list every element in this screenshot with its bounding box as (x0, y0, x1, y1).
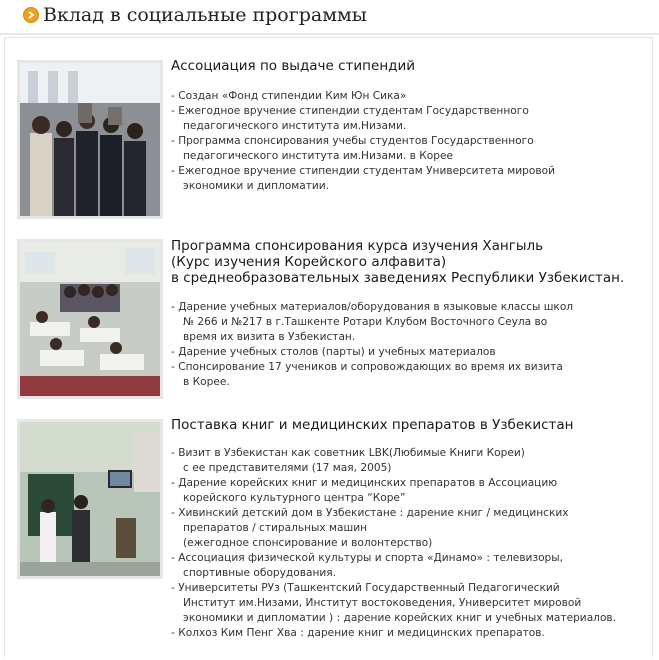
section-title: Поставка книг и медицинских препаратов в Узбекистан (171, 417, 574, 433)
page-header (0, 0, 659, 34)
bullet-list (171, 300, 651, 390)
list-item: - Визит в Узбекистан как советник LBK(Любимые Книги Кореи) с ее представителями (17 мая, 2005) (171, 446, 651, 476)
group-of-students-photo (17, 60, 163, 219)
list-item: - Спонсирование 17 учеников и сопровождающих во время их визита в Корее. (171, 360, 651, 390)
classroom-photo (17, 239, 163, 399)
section-title: Ассоциация по выдаче стипендий (171, 58, 416, 74)
list-item: - Хивинский детский дом в Узбекистане : дарение книг / медицинских препаратов / стиральных машин (ежегодное спонсирование и волонтерство) (171, 506, 651, 551)
bullet-list (171, 89, 651, 194)
list-item: - Дарение корейских книг и медицинских препаратов в Ассоциацию корейского культурного центра “Коре” (171, 476, 651, 506)
page-title: Вклад в социальные программы (43, 4, 367, 26)
list-item: - Создан «Фонд стипендии Ким Юн Сика» (171, 89, 651, 104)
list-item: - Ежегодное вручение стипендии студентам Университета мировой экономики и дипломатии. (171, 164, 651, 194)
list-item: - Дарение учебных материалов/оборудования в языковые классы школ № 266 и №217 в г.Ташкенте Ротари Клубом Восточного Сеула во время их визита в Узбекистан. (171, 300, 651, 345)
list-item: - Колхоз Ким Пенг Хва : дарение книг и медицинских препаратов. (171, 626, 651, 641)
list-item: - Ежегодное вручение стипендии студентам Государственного педагогического института им.Низами. (171, 104, 651, 134)
section-title: Программа спонсирования курса изучения Хангыль (Курс изучения Корейского алфавита) в среднеобразовательных заведениях Республики Узбекистан. (171, 238, 625, 286)
chevron-right-circle-icon (23, 7, 39, 23)
list-item: - Университеты РУз (Ташкентский Государственный Педагогический Институт им.Низами, Институт востоковедения, Университет мировой экономики и дипломатии ) : дарение корейских книг и учебных материалов. (171, 581, 651, 626)
list-item: - Дарение учебных столов (парты) и учебных материалов (171, 345, 651, 360)
list-item: - Программа спонсирования учебы студентов Государственного педагогического института им.Низами. в Корее (171, 134, 651, 164)
presentation-photo (17, 419, 163, 579)
list-item: - Ассоциация физической культуры и спорта «Динамо» : телевизоры, спортивные оборудования. (171, 551, 651, 581)
header-divider (0, 33, 659, 35)
bullet-list (171, 446, 651, 641)
